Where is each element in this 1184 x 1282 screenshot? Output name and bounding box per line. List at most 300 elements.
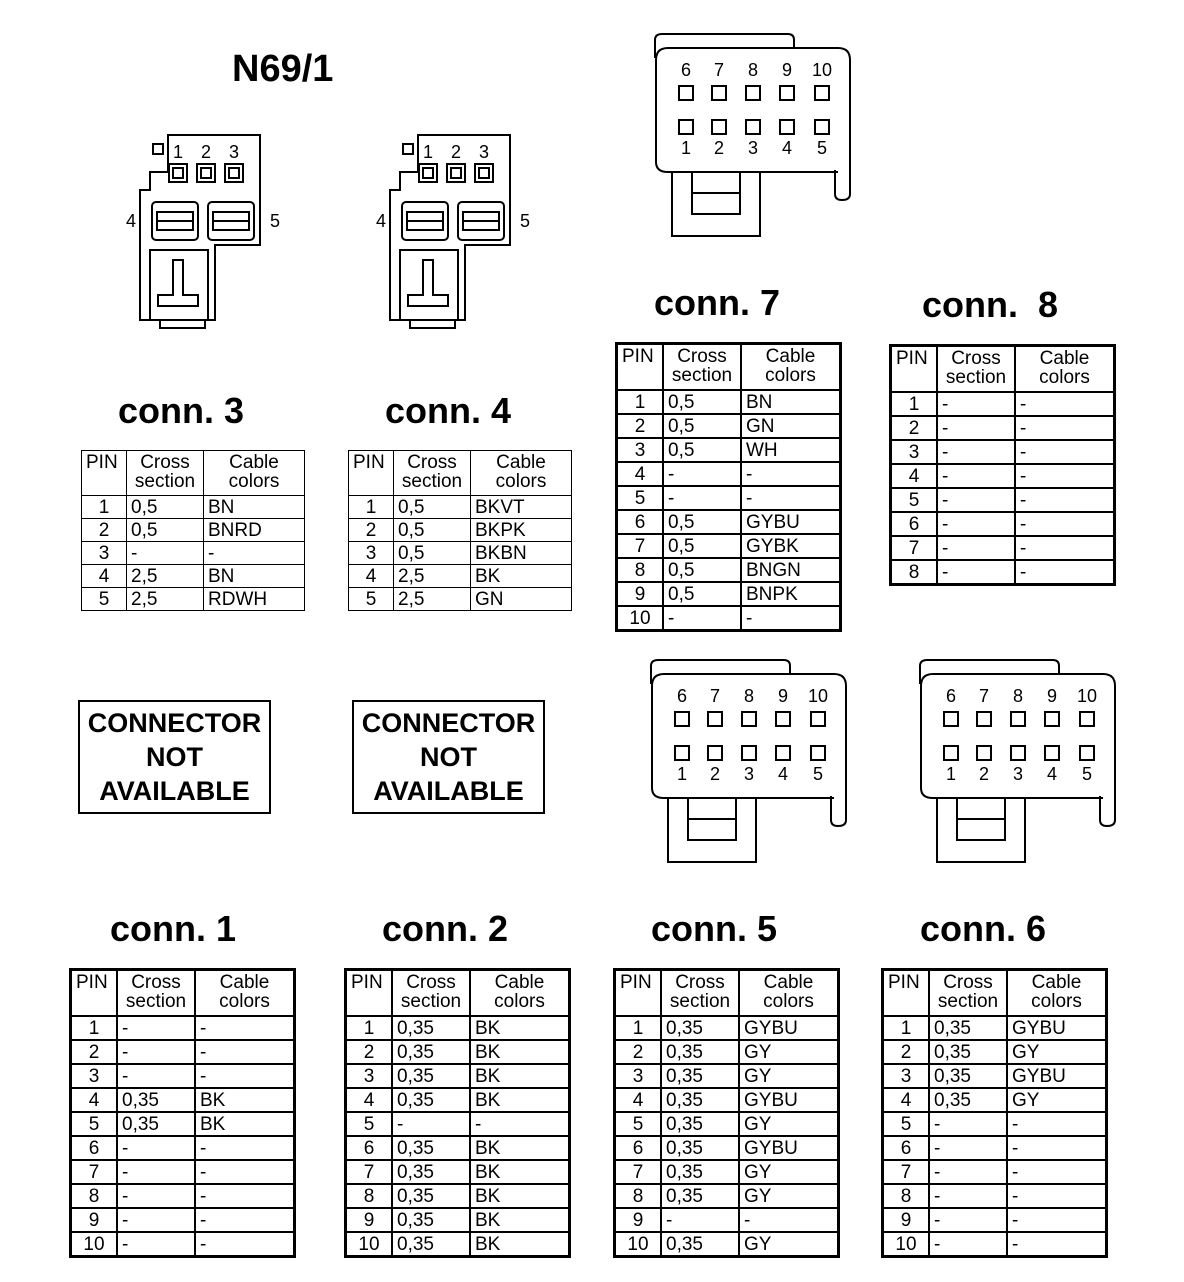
pin-terminal xyxy=(944,712,958,726)
pin-number-cell: 1 xyxy=(82,496,127,519)
connector-7-drawing xyxy=(650,30,860,240)
cross-section-cell: 0,35 xyxy=(392,1136,470,1160)
cross-section-cell: - xyxy=(929,1136,1007,1160)
cable-color-cell: BK xyxy=(470,1064,570,1088)
pin-terminal xyxy=(1080,712,1094,726)
table-row xyxy=(617,558,841,582)
table-row xyxy=(346,1232,570,1257)
cable-color-cell: - xyxy=(739,1208,839,1232)
pin-label: 3 xyxy=(1012,764,1024,784)
pin-label: 5 xyxy=(812,764,824,784)
pin-terminal xyxy=(679,86,693,100)
cable-color-cell: - xyxy=(195,1064,295,1088)
not-available-line1: CONNECTOR xyxy=(361,708,536,738)
cable-color-cell: BN xyxy=(741,390,841,414)
header-pin: PIN xyxy=(617,344,664,391)
table-header-row xyxy=(891,346,1115,393)
table-row xyxy=(891,536,1115,560)
header-cross-section xyxy=(929,970,1007,1017)
table-header-row xyxy=(615,970,839,1017)
table-row xyxy=(615,1064,839,1088)
pin-number-cell: 7 xyxy=(617,534,664,558)
conn-7-heading: conn. 7 xyxy=(654,282,781,323)
cable-color-cell: - xyxy=(741,462,841,486)
header-cross-section xyxy=(127,451,204,496)
cross-section-cell: 0,35 xyxy=(392,1016,470,1040)
pin-number-cell: 4 xyxy=(883,1088,930,1112)
cross-section-cell: 0,35 xyxy=(392,1184,470,1208)
pin-number-cell: 3 xyxy=(346,1064,393,1088)
table-row xyxy=(82,565,305,588)
table-row xyxy=(71,1232,295,1257)
pin-label: 9 xyxy=(1046,686,1058,706)
conn-4-table xyxy=(348,450,572,611)
table-row xyxy=(617,510,841,534)
cross-section-cell: - xyxy=(937,392,1015,416)
table-row xyxy=(617,462,841,486)
connector-4-drawing xyxy=(370,130,540,340)
pin-terminal xyxy=(780,86,794,100)
header-cross-line1: Cross xyxy=(407,452,457,473)
cable-color-cell: - xyxy=(204,542,305,565)
cross-section-cell: 0,35 xyxy=(392,1208,470,1232)
cross-section-cell: 0,35 xyxy=(661,1136,739,1160)
cross-section-cell: 0,5 xyxy=(663,414,741,438)
cross-section-cell: 0,35 xyxy=(392,1064,470,1088)
pin-terminal xyxy=(169,164,187,182)
cross-section-cell: 0,5 xyxy=(663,558,741,582)
table-row xyxy=(349,496,572,519)
pin-label: 10 xyxy=(807,686,829,706)
cable-boot xyxy=(937,798,1025,862)
cross-section-cell: 0,35 xyxy=(929,1016,1007,1040)
cross-section-cell: - xyxy=(117,1064,195,1088)
connector-not-available-2 xyxy=(352,700,545,814)
pin-label: 3 xyxy=(747,138,759,158)
table-row xyxy=(346,1088,570,1112)
table-row xyxy=(891,560,1115,585)
pin-number-cell: 5 xyxy=(883,1112,930,1136)
cross-section-cell: - xyxy=(937,416,1015,440)
pin-terminal xyxy=(811,712,825,726)
header-pin: PIN xyxy=(346,970,393,1017)
cross-section-cell: - xyxy=(117,1232,195,1257)
pin-terminal xyxy=(708,746,722,760)
pin-number-cell: 6 xyxy=(346,1136,393,1160)
cross-section-cell: 0,5 xyxy=(663,534,741,558)
pin-number-cell: 8 xyxy=(883,1184,930,1208)
pin-label: 3 xyxy=(228,142,240,162)
header-cross-line2: section xyxy=(401,471,463,492)
pin-label: 8 xyxy=(747,60,759,80)
cross-section-cell: - xyxy=(117,1160,195,1184)
cross-section-cell: 0,35 xyxy=(392,1232,470,1257)
pin-label: 1 xyxy=(945,764,957,784)
pin-label: 2 xyxy=(978,764,990,784)
header-cross-line2: section xyxy=(134,471,196,492)
header-cross-section xyxy=(394,451,471,496)
table-row xyxy=(883,1064,1107,1088)
cable-color-cell: - xyxy=(1015,440,1115,464)
pin-label: 2 xyxy=(709,764,721,784)
pin-number-cell: 4 xyxy=(891,464,938,488)
cable-color-cell: GY xyxy=(739,1232,839,1257)
cable-color-cell: GN xyxy=(741,414,841,438)
table-header-row xyxy=(82,451,305,496)
cross-section-cell: 0,5 xyxy=(663,510,741,534)
cross-section-cell: 0,35 xyxy=(929,1040,1007,1064)
table-row xyxy=(891,512,1115,536)
cross-section-cell: - xyxy=(661,1208,739,1232)
pin-number-cell: 3 xyxy=(71,1064,118,1088)
connector-latch xyxy=(153,144,163,154)
header-cross-section xyxy=(392,970,470,1017)
table-row xyxy=(71,1136,295,1160)
pin-number-cell: 3 xyxy=(349,542,394,565)
cable-color-cell: BK xyxy=(470,1016,570,1040)
pin-number-cell: 9 xyxy=(346,1208,393,1232)
pin-label: 4 xyxy=(376,211,387,231)
pin-label: 2 xyxy=(200,142,212,162)
cable-color-cell: - xyxy=(1007,1232,1107,1257)
cable-color-cell: - xyxy=(741,606,841,631)
pin-label: 2 xyxy=(713,138,725,158)
header-cross-line1: Cross xyxy=(406,972,456,993)
table-row xyxy=(617,438,841,462)
cable-color-cell: GY xyxy=(739,1040,839,1064)
table-row xyxy=(617,582,841,606)
cable-color-cell: - xyxy=(195,1136,295,1160)
pin-label: 5 xyxy=(520,211,531,231)
cross-section-cell: - xyxy=(937,536,1015,560)
header-cross-line1: Cross xyxy=(943,972,993,993)
header-cable-colors xyxy=(195,970,295,1017)
pin-number-cell: 8 xyxy=(891,560,938,585)
table-row xyxy=(883,1160,1107,1184)
header-cable-colors xyxy=(204,451,305,496)
pin-number-cell: 5 xyxy=(891,488,938,512)
table-row xyxy=(617,534,841,558)
cross-section-cell: 0,35 xyxy=(661,1160,739,1184)
pin-label: 3 xyxy=(743,764,755,784)
cable-color-cell: BK xyxy=(471,565,572,588)
cable-color-cell: - xyxy=(1015,392,1115,416)
pin-label: 2 xyxy=(450,142,462,162)
pin-number-cell: 3 xyxy=(617,438,664,462)
pin-label: 1 xyxy=(680,138,692,158)
pin-number-cell: 5 xyxy=(615,1112,662,1136)
pin-terminal xyxy=(815,120,829,134)
header-cable-line1: Cable xyxy=(763,972,814,993)
table-row xyxy=(883,1136,1107,1160)
conn-6-table xyxy=(881,968,1108,1258)
cable-boot xyxy=(668,798,756,862)
table-row xyxy=(891,416,1115,440)
cross-section-cell: - xyxy=(937,464,1015,488)
cable-color-cell: - xyxy=(195,1208,295,1232)
header-cable-line2: colors xyxy=(495,471,547,492)
table-row xyxy=(346,1184,570,1208)
pin-number-cell: 7 xyxy=(615,1160,662,1184)
cable-color-cell: GY xyxy=(1007,1088,1107,1112)
cross-section-cell: 0,5 xyxy=(394,496,471,519)
table-row xyxy=(891,464,1115,488)
pin-number-cell: 10 xyxy=(615,1232,662,1257)
header-pin: PIN xyxy=(82,451,127,496)
table-row xyxy=(349,519,572,542)
table-row xyxy=(615,1160,839,1184)
pin-terminal xyxy=(746,86,760,100)
header-cable-line2: colors xyxy=(1039,367,1090,388)
cable-color-cell: - xyxy=(1015,512,1115,536)
table-row xyxy=(346,1208,570,1232)
cable-color-cell: BNGN xyxy=(741,558,841,582)
table-row xyxy=(346,1136,570,1160)
table-header-row xyxy=(349,451,572,496)
pin-label: 5 xyxy=(270,211,281,231)
header-cable-line2: colors xyxy=(219,991,270,1012)
pin-number-cell: 6 xyxy=(71,1136,118,1160)
cable-color-cell: BNRD xyxy=(204,519,305,542)
pin-number-cell: 8 xyxy=(615,1184,662,1208)
table-row xyxy=(883,1040,1107,1064)
header-cable-colors xyxy=(1015,346,1115,393)
cable-color-cell: - xyxy=(1015,560,1115,585)
pin-terminal xyxy=(225,164,243,182)
pin-label: 8 xyxy=(743,686,755,706)
pin-number-cell: 2 xyxy=(891,416,938,440)
cable-color-cell: GYBU xyxy=(741,510,841,534)
connector-latch xyxy=(403,144,413,154)
pin-label: 3 xyxy=(478,142,490,162)
header-cross-line2: section xyxy=(125,991,187,1012)
header-cable-line2: colors xyxy=(763,991,814,1012)
pin-number-cell: 5 xyxy=(617,486,664,510)
table-row xyxy=(71,1040,295,1064)
pin-label: 1 xyxy=(676,764,688,784)
pin-terminal xyxy=(1011,746,1025,760)
table-row xyxy=(617,414,841,438)
cable-color-cell: BK xyxy=(195,1088,295,1112)
cable-color-cell: - xyxy=(1007,1208,1107,1232)
cross-section-cell: 0,35 xyxy=(661,1016,739,1040)
pin-terminal xyxy=(1045,712,1059,726)
pin-number-cell: 4 xyxy=(617,462,664,486)
pin-label: 7 xyxy=(709,686,721,706)
table-row xyxy=(82,519,305,542)
cable-color-cell: BK xyxy=(470,1088,570,1112)
cable-boot xyxy=(672,172,760,236)
page-title: N69/1 xyxy=(232,48,334,90)
pin-number-cell: 1 xyxy=(346,1016,393,1040)
not-available-line3: AVAILABLE xyxy=(99,776,250,806)
pin-number-cell: 4 xyxy=(349,565,394,588)
pin-number-cell: 4 xyxy=(82,565,127,588)
not-available-line2: NOT xyxy=(420,742,477,772)
header-cross-line1: Cross xyxy=(951,348,1001,369)
pin-number-cell: 5 xyxy=(346,1112,393,1136)
table-row xyxy=(349,542,572,565)
table-row xyxy=(82,496,305,519)
cross-section-cell: 0,35 xyxy=(929,1064,1007,1088)
header-cross-line1: Cross xyxy=(140,452,190,473)
conn-3-table xyxy=(81,450,305,611)
header-cable-line2: colors xyxy=(494,991,545,1012)
pin-label: 8 xyxy=(1012,686,1024,706)
cable-color-cell: - xyxy=(195,1040,295,1064)
table-row xyxy=(346,1112,570,1136)
table-row xyxy=(891,392,1115,416)
cross-section-cell: 0,5 xyxy=(127,496,204,519)
pin-number-cell: 7 xyxy=(71,1160,118,1184)
table-row xyxy=(615,1136,839,1160)
cross-section-cell: - xyxy=(392,1112,470,1136)
pin-number-cell: 4 xyxy=(615,1088,662,1112)
pin-number-cell: 7 xyxy=(346,1160,393,1184)
pin-label: 4 xyxy=(781,138,793,158)
pin-number-cell: 7 xyxy=(891,536,938,560)
pin-terminal xyxy=(815,86,829,100)
cable-color-cell: GN xyxy=(471,588,572,611)
pin-number-cell: 9 xyxy=(883,1208,930,1232)
cross-section-cell: 0,35 xyxy=(117,1112,195,1136)
header-cross-line1: Cross xyxy=(131,972,181,993)
pin-number-cell: 8 xyxy=(346,1184,393,1208)
header-cross-section xyxy=(663,344,741,391)
header-pin: PIN xyxy=(71,970,118,1017)
pin-number-cell: 1 xyxy=(615,1016,662,1040)
pin-number-cell: 9 xyxy=(617,582,664,606)
table-row xyxy=(615,1112,839,1136)
table-row xyxy=(349,588,572,611)
table-row xyxy=(883,1112,1107,1136)
table-row xyxy=(71,1208,295,1232)
table-row xyxy=(82,588,305,611)
header-cross-line2: section xyxy=(671,365,733,386)
header-cross-section xyxy=(117,970,195,1017)
cable-color-cell: GYBU xyxy=(739,1016,839,1040)
header-cable-colors xyxy=(470,970,570,1017)
pin-number-cell: 1 xyxy=(71,1016,118,1040)
cross-section-cell: - xyxy=(127,542,204,565)
cross-section-cell: 0,5 xyxy=(663,390,741,414)
pin-number-cell: 10 xyxy=(71,1232,118,1257)
cross-section-cell: - xyxy=(663,486,741,510)
cable-color-cell: GYBK xyxy=(741,534,841,558)
pin-label: 10 xyxy=(811,60,833,80)
table-row xyxy=(615,1040,839,1064)
pin-terminal xyxy=(679,120,693,134)
pin-number-cell: 1 xyxy=(617,390,664,414)
pin-number-cell: 2 xyxy=(82,519,127,542)
cross-section-cell: - xyxy=(117,1208,195,1232)
cable-color-cell: - xyxy=(195,1160,295,1184)
conn-5-table xyxy=(613,968,840,1258)
table-row xyxy=(346,1016,570,1040)
not-available-line3: AVAILABLE xyxy=(373,776,524,806)
cross-section-cell: 0,35 xyxy=(117,1088,195,1112)
cross-section-cell: 0,35 xyxy=(661,1184,739,1208)
header-cable-line2: colors xyxy=(228,471,280,492)
cross-section-cell: 0,35 xyxy=(392,1088,470,1112)
cable-color-cell: - xyxy=(741,486,841,510)
pin-label: 9 xyxy=(781,60,793,80)
table-row xyxy=(71,1112,295,1136)
table-row xyxy=(346,1160,570,1184)
pin-number-cell: 1 xyxy=(349,496,394,519)
table-row xyxy=(883,1184,1107,1208)
header-pin: PIN xyxy=(615,970,662,1017)
pin-label: 5 xyxy=(816,138,828,158)
pin-terminal xyxy=(712,86,726,100)
pin-terminal xyxy=(675,712,689,726)
cable-color-cell: - xyxy=(1007,1136,1107,1160)
pin-label: 6 xyxy=(945,686,957,706)
pin-number-cell: 3 xyxy=(615,1064,662,1088)
cable-color-cell: GY xyxy=(739,1112,839,1136)
cable-color-cell: RDWH xyxy=(204,588,305,611)
conn-4-heading: conn. 4 xyxy=(385,390,512,431)
cross-section-cell: 0,35 xyxy=(661,1064,739,1088)
header-cable-colors xyxy=(1007,970,1107,1017)
header-cable-line1: Cable xyxy=(229,452,279,473)
cable-color-cell: BKBN xyxy=(471,542,572,565)
pin-number-cell: 4 xyxy=(71,1088,118,1112)
cross-section-cell: - xyxy=(929,1208,1007,1232)
table-row xyxy=(617,486,841,510)
connector-housing-top xyxy=(655,34,794,58)
cable-color-cell: BK xyxy=(195,1112,295,1136)
cable-color-cell: GY xyxy=(739,1064,839,1088)
table-row xyxy=(891,440,1115,464)
pin-label: 4 xyxy=(126,211,137,231)
pin-number-cell: 6 xyxy=(615,1136,662,1160)
table-row xyxy=(349,565,572,588)
cable-color-cell: - xyxy=(1007,1160,1107,1184)
pin-label: 7 xyxy=(713,60,725,80)
header-cable-colors xyxy=(741,344,841,391)
cable-color-cell: BN xyxy=(204,565,305,588)
table-row xyxy=(71,1088,295,1112)
header-cable-line1: Cable xyxy=(1039,348,1090,369)
table-row xyxy=(883,1232,1107,1257)
cable-color-cell: GYBU xyxy=(739,1136,839,1160)
pin-number-cell: 10 xyxy=(617,606,664,631)
table-row xyxy=(615,1232,839,1257)
pin-number-cell: 6 xyxy=(891,512,938,536)
connector-housing-top xyxy=(920,660,1059,684)
cable-color-cell: BK xyxy=(470,1040,570,1064)
header-cross-section xyxy=(661,970,739,1017)
cable-color-cell: BN xyxy=(204,496,305,519)
pin-number-cell: 6 xyxy=(617,510,664,534)
table-row xyxy=(615,1208,839,1232)
pin-number-cell: 8 xyxy=(617,558,664,582)
header-cable-line1: Cable xyxy=(765,346,816,367)
cross-section-cell: 0,35 xyxy=(661,1040,739,1064)
cable-color-cell: BK xyxy=(470,1208,570,1232)
pin-number-cell: 5 xyxy=(349,588,394,611)
cross-section-cell: - xyxy=(929,1112,1007,1136)
pin-number-cell: 8 xyxy=(71,1184,118,1208)
header-cable-line1: Cable xyxy=(496,452,546,473)
cross-section-cell: - xyxy=(937,488,1015,512)
pin-terminal xyxy=(197,164,215,182)
table-header-row xyxy=(346,970,570,1017)
conn-8-heading: conn. 8 xyxy=(922,284,1059,325)
cable-color-cell: GY xyxy=(739,1160,839,1184)
header-cable-line2: colors xyxy=(1031,991,1082,1012)
